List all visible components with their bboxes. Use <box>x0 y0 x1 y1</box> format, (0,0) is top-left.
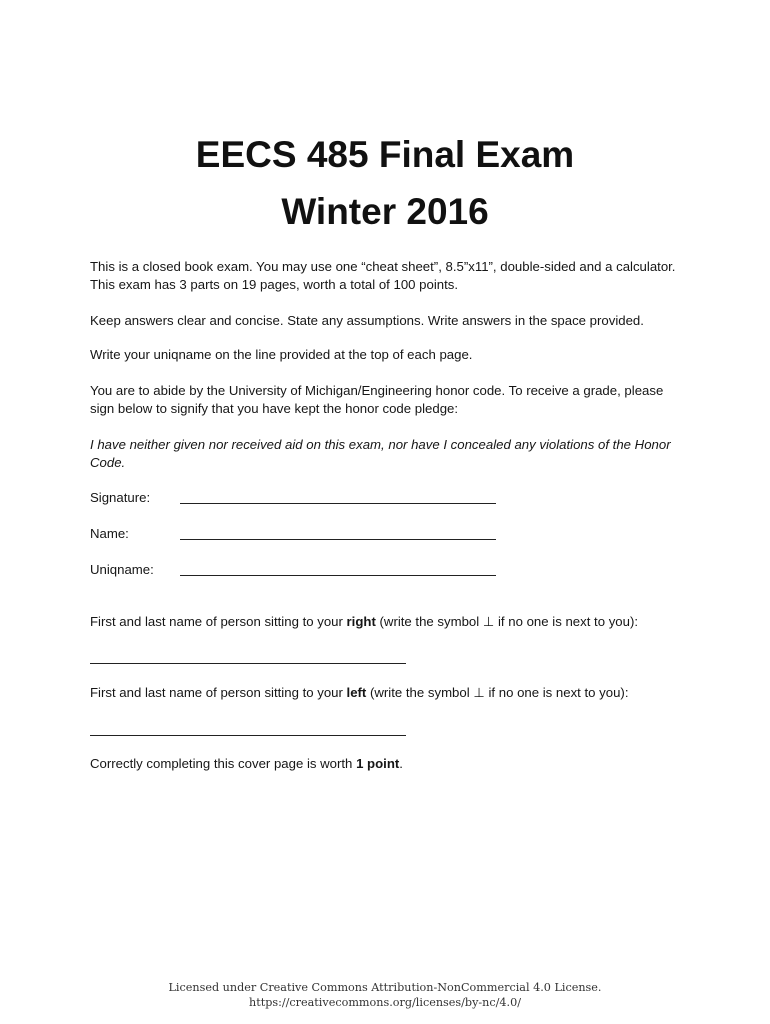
instructions-paragraph-1: This is a closed book exam. You may use one “cheat sheet”, 8.5”x11”, double-sided and a calculator. This exam has 3 parts on 19 pages, worth a total of 100 points. <box>90 259 676 292</box>
right-neighbor-prefix: First and last name of person sitting to your <box>90 614 347 629</box>
license-text: Licensed under Creative Commons Attribution-NonCommercial 4.0 License. <box>168 981 602 994</box>
cover-note-suffix: . <box>399 756 403 771</box>
left-neighbor-prompt <box>90 684 690 702</box>
instructions-paragraph-3: Write your uniqname on the line provided at the top of each page. <box>90 347 473 362</box>
cover-note-points: 1 point <box>356 756 400 771</box>
instructions-paragraph-2: Keep answers clear and concise. State any assumptions. Write answers in the space provided. <box>90 313 644 328</box>
uniqname-label: Uniqname: <box>90 562 154 577</box>
right-neighbor-keyword: right <box>346 614 376 629</box>
signature-label: Signature: <box>90 490 151 505</box>
uniqname-line[interactable] <box>180 575 496 576</box>
cover-note-prefix: Correctly completing this cover page is worth <box>90 756 357 771</box>
right-neighbor-line[interactable] <box>90 663 406 664</box>
name-line[interactable] <box>180 539 496 540</box>
right-neighbor-prompt <box>90 613 690 631</box>
name-label: Name: <box>90 526 129 541</box>
left-neighbor-prefix: First and last name of person sitting to your <box>90 685 347 700</box>
exam-title: EECS 485 Final Exam <box>195 134 575 175</box>
right-neighbor-suffix: (write the symbol ⊥ if no one is next to you): <box>375 614 639 629</box>
signature-line[interactable] <box>180 503 496 504</box>
left-neighbor-suffix: (write the symbol ⊥ if no one is next to you): <box>366 685 629 700</box>
left-neighbor-line[interactable] <box>90 735 406 736</box>
cover-page-points-note <box>90 755 690 773</box>
license-url: https://creativecommons.org/licenses/by-nc/4.0/ <box>249 996 521 1009</box>
left-neighbor-keyword: left <box>346 685 367 700</box>
honor-code-paragraph: You are to abide by the University of Michigan/Engineering honor code. To receive a grade, please sign below to signify that you have kept the honor code pledge: <box>90 383 664 416</box>
exam-term: Winter 2016 <box>281 191 489 232</box>
honor-code-pledge: I have neither given nor received aid on this exam, nor have I concealed any violations of the Honor Code. <box>90 437 671 470</box>
